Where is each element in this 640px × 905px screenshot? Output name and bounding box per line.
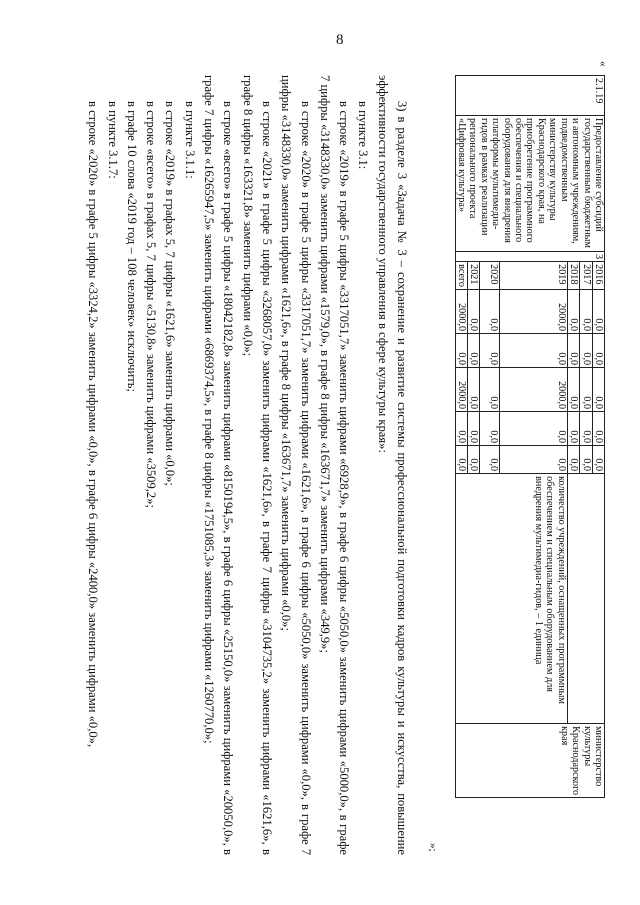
total-cell: 0,0 bbox=[480, 290, 500, 334]
regional-cell: 0,0 bbox=[580, 368, 592, 412]
municipal-cell: 0,0 bbox=[455, 412, 467, 446]
extrabudget-cell: 0,0 bbox=[580, 446, 592, 474]
paragraph: 3) в разделе 3 «Задача № 3 – сохранение и развитие системы профессиональной подготовки кадров культуры и искусства, повышение эффективности государственного управления в сфере культуры края»: bbox=[375, 75, 409, 855]
regional-cell: 2000,0 bbox=[455, 368, 467, 412]
paragraph: в пункте 3.1.1: bbox=[182, 101, 197, 179]
extrabudget-cell: 0,0 bbox=[455, 446, 467, 474]
regional-cell: 0,0 bbox=[467, 368, 479, 412]
paragraph: в графе 10 слова «2019 год – 108 человек» исключить; bbox=[124, 101, 139, 392]
page-number: 8 bbox=[336, 32, 344, 48]
federal-cell: 0,0 bbox=[580, 334, 592, 368]
paragraph: в строке «всего» в графе 5 цифры «18042182,8» заменить цифрами «8150194,5», в графе 6 цифры «25150,0» заменить цифрами «20050,0», в графе 7 цифры «16265947,5» заменить цифрами «6869374,5», в графе 8 цифры «1751085,3» заменить цифрами «1260770,0»; bbox=[202, 75, 236, 855]
table-row bbox=[592, 76, 604, 798]
regional-cell: 0,0 bbox=[592, 368, 604, 412]
paragraph: в пункте 3.1.7: bbox=[105, 101, 120, 179]
rotated-content bbox=[85, 61, 609, 855]
total-cell: 2000,0 bbox=[455, 290, 467, 334]
extrabudget-cell: 0,0 bbox=[500, 446, 567, 474]
year-cell: 2017 bbox=[580, 262, 592, 290]
regional-cell: 0,0 bbox=[567, 368, 579, 412]
description-cell: Предоставление субсидий государственным бюджетным и автономным учреждениям, подведомственным министерству культуры Краснодарского края, на приобретение программного обеспечения и специального оборудования для внедрения платформы мультимедиа-гидов в рамках реализации регионального проекта «Цифровая культура» bbox=[455, 116, 604, 252]
program-table bbox=[455, 75, 605, 798]
federal-cell: 0,0 bbox=[500, 334, 567, 368]
federal-cell: 0,0 bbox=[467, 334, 479, 368]
open-quote: « bbox=[597, 61, 609, 67]
extrabudget-cell: 0,0 bbox=[480, 446, 500, 474]
year-cell: 2020 bbox=[480, 262, 500, 290]
total-cell: 0,0 bbox=[467, 290, 479, 334]
result-cell: количество учреждений, оснащенных программным обеспечением и специальным оборудованием для внедрения мультимедиа-гидов, – 1 единица bbox=[455, 474, 567, 724]
executor-cell: министерство культуры Краснодарского края bbox=[455, 724, 604, 798]
total-cell: 0,0 bbox=[580, 290, 592, 334]
year-cell: 2019 bbox=[500, 262, 567, 290]
total-cell: 0,0 bbox=[567, 290, 579, 334]
paragraph: в строке «2019» в графах 5, 7 цифры «1621,6» заменить цифрами «0,0»; bbox=[163, 101, 178, 486]
paragraph: в строке «2020» в графе 5 цифры «3324,2» заменить цифрами «0,0», в графе 6 цифры «2400,0» заменить цифрами «0,0», bbox=[86, 101, 101, 748]
paragraph: в строке «2020» в графе 5 цифры «3317051,7» заменить цифрами «1621,6», в графе 6 цифры «5050,0» заменить цифрами «0,0», в графе 7 цифры «3148330,0» заменить цифрами «1621,6», в графе 8 цифры «163671,7» заменить цифрами «0,0»; bbox=[279, 75, 313, 855]
regional-cell: 0,0 bbox=[480, 368, 500, 412]
regional-cell: 2000,0 bbox=[500, 368, 567, 412]
municipal-cell: 0,0 bbox=[480, 412, 500, 446]
year-cell: 2021 bbox=[467, 262, 479, 290]
municipal-cell: 0,0 bbox=[500, 412, 567, 446]
total-cell: 2000,0 bbox=[500, 290, 567, 334]
municipal-cell: 0,0 bbox=[592, 412, 604, 446]
paragraph: в строке «всего» в графах 5, 7 цифры «5130,8» заменить цифрами «3509,2»; bbox=[144, 101, 159, 508]
federal-cell: 0,0 bbox=[480, 334, 500, 368]
municipal-cell: 0,0 bbox=[467, 412, 479, 446]
extrabudget-cell: 0,0 bbox=[567, 446, 579, 474]
year-cell: 2016 bbox=[592, 262, 604, 290]
federal-cell: 0,0 bbox=[455, 334, 467, 368]
paragraph: в строке «2019» в графе 5 цифры «3317051,7» заменить цифрами «6928,9», в графе 6 цифры «5050,0» заменить цифрами «5000,0», в графе 7 цифры «3148330,0» заменить цифрами «1579,0», в графе 8 цифры «163671,7» заменить цифрами «349,9»; bbox=[317, 75, 352, 855]
total-cell: 0,0 bbox=[592, 290, 604, 334]
municipal-cell: 0,0 bbox=[567, 412, 579, 446]
row-number-cell: 2.1.19 bbox=[455, 76, 604, 116]
document-body bbox=[83, 75, 411, 855]
close-quote: »; bbox=[427, 843, 439, 852]
federal-cell: 0,0 bbox=[592, 334, 604, 368]
result-cell bbox=[567, 474, 604, 724]
paragraph: в строке «2021» в графе 5 цифры «3268057,0» заменить цифрами «1621,6», в графе 7 цифры «3104735,2» заменить цифрами «1621,6», в графе 8 цифры «163321,8» заменить цифрами «0,0»; bbox=[240, 75, 274, 855]
municipal-cell: 0,0 bbox=[580, 412, 592, 446]
paragraph: в пункте 3.1: bbox=[356, 101, 371, 170]
source-cell: 3 bbox=[455, 252, 604, 262]
extrabudget-cell: 0,0 bbox=[467, 446, 479, 474]
extrabudget-cell: 0,0 bbox=[592, 446, 604, 474]
year-cell: всего bbox=[455, 262, 467, 290]
year-cell: 2018 bbox=[567, 262, 579, 290]
federal-cell: 0,0 bbox=[567, 334, 579, 368]
